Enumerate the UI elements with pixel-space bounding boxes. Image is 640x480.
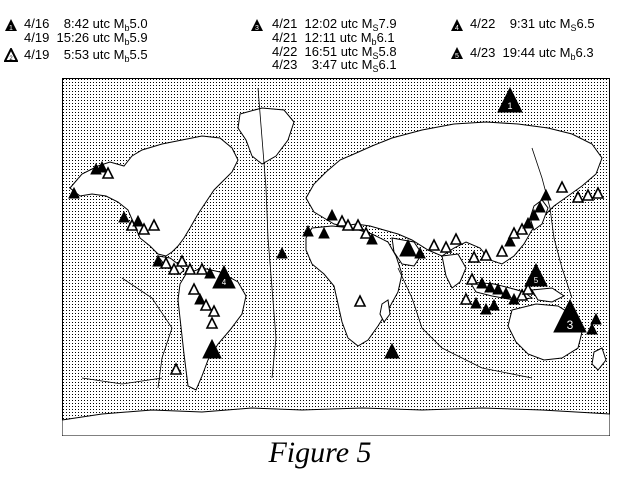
antarctica-landmass (62, 408, 610, 436)
legend-marker-3-icon (250, 18, 264, 32)
earthquake-marker-label: 5 (533, 276, 539, 285)
legend-entry-2: 4/19 5:53 utc $M_b5.5$ (24, 47, 148, 64)
legend-marker-1-icon (4, 18, 18, 32)
legend-marker-4-icon (450, 18, 464, 32)
svg-text:2: 2 (9, 56, 13, 62)
svg-text:1: 1 (9, 25, 13, 32)
legend-entry-1: 4/16 8:42 utc $M_b5.0$ (24, 16, 148, 33)
earthquake-marker-label: 4 (221, 278, 227, 287)
svg-text:4: 4 (455, 25, 459, 32)
figure-caption: Figure 5 (268, 436, 372, 469)
legend-marker-2-icon (4, 48, 18, 62)
world-map (62, 78, 610, 436)
legend-entry-3a: 4/21 12:02 utc $M_S7.9$ (272, 16, 397, 33)
svg-text:3: 3 (255, 25, 259, 32)
legend-entry-3d: 4/23 3:47 utc $M_S6.1$ (272, 57, 397, 74)
svg-text:5: 5 (455, 53, 459, 60)
legend-marker-5-icon (450, 46, 464, 60)
legend-entry-1b: 4/19 15:26 utc $M_b5.9$ (24, 30, 148, 47)
legend-entry-5: 4/23 19:44 utc $M_b6.3$ (470, 45, 594, 62)
legend-entry-3c: 4/22 16:51 utc $M_S5.8$ (272, 44, 397, 61)
earthquake-marker-label: 1 (507, 101, 513, 111)
earthquake-marker-label: 3 (566, 318, 574, 332)
legend-entry-3b: 4/21 12:11 utc $M_b6.1$ (272, 30, 395, 47)
legend-entry-4: 4/22 9:31 utc $M_S6.5$ (470, 16, 595, 33)
